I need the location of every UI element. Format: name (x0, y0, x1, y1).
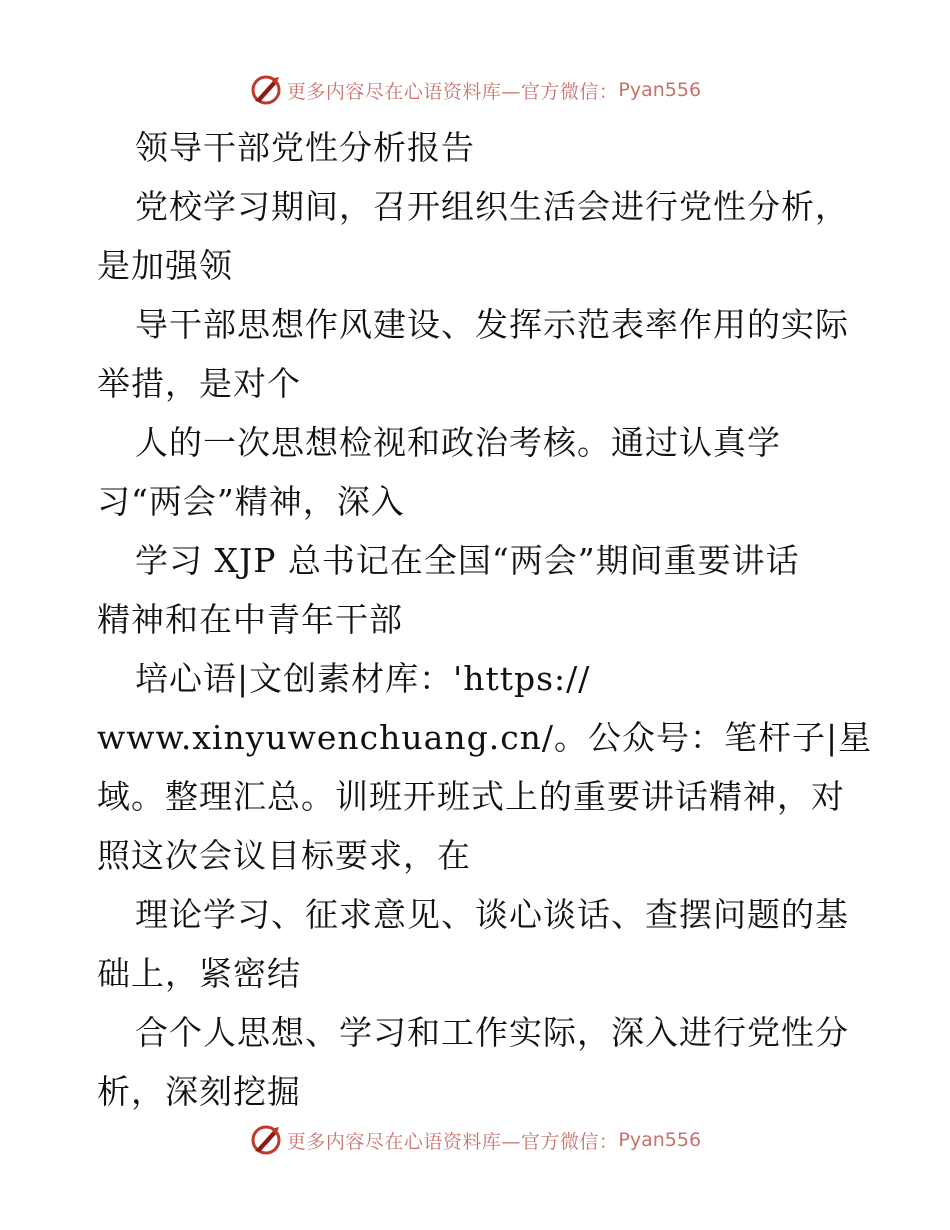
document-body (97, 118, 877, 1121)
quill-circle-logo-icon (249, 1123, 283, 1157)
doc-line: 人的一次思想检视和政治考核。通过认真学 (135, 423, 781, 462)
footer-banner (0, 1120, 950, 1160)
doc-line: 是加强领 (97, 246, 233, 285)
doc-line: 合个人思想、学习和工作实际，深入进行党性分 (135, 1013, 849, 1052)
doc-line: 础上，紧密结 (97, 954, 301, 993)
header-contact-id: Pyan556 (618, 79, 702, 101)
doc-line: 习“两会”精神，深入 (97, 482, 405, 521)
doc-title: 领导干部党性分析报告 (135, 128, 475, 167)
doc-line: www.xinyuwenchuang.cn/。公众号：笔杆子|星 (97, 718, 873, 757)
doc-line: 理论学习、征求意见、谈心谈话、查摆问题的基 (135, 895, 849, 934)
footer-promo-text: 更多内容尽在心语资料库—官方微信： (286, 1130, 619, 1153)
doc-line: 举措，是对个 (97, 364, 301, 403)
doc-line: 培心语|文创素材库：'https:// (135, 659, 591, 698)
doc-line: 学习 XJP 总书记在全国“两会”期间重要讲话 (135, 541, 800, 580)
doc-line: 析，深刻挖掘 (97, 1072, 301, 1111)
doc-line: 党校学习期间，召开组织生活会进行党性分析， (135, 187, 849, 226)
header-banner (0, 70, 950, 110)
footer-contact-id: Pyan556 (618, 1129, 702, 1151)
doc-line: 域。整理汇总。训班开班式上的重要讲话精神，对 (97, 777, 845, 816)
header-promo-text: 更多内容尽在心语资料库—官方微信： (286, 80, 619, 103)
quill-circle-logo-icon (249, 73, 283, 107)
doc-line: 导干部思想作风建设、发挥示范表率作用的实际 (135, 305, 849, 344)
doc-line: 精神和在中青年干部 (97, 600, 403, 639)
doc-line: 照这次会议目标要求，在 (97, 836, 471, 875)
